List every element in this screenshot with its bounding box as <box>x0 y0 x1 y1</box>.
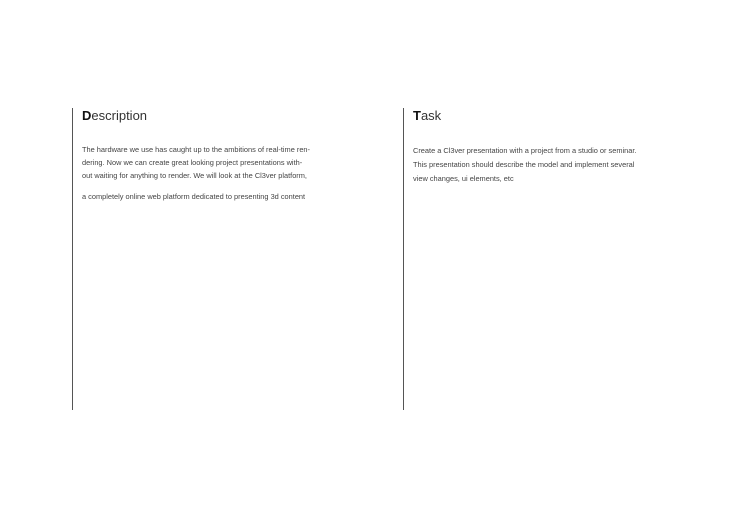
heading-initial: T <box>413 108 421 123</box>
description-divider <box>72 108 73 410</box>
task-divider <box>403 108 404 410</box>
task-line: Create a Cl3ver presentation with a project from a studio or seminar. <box>413 146 637 155</box>
heading-rest: escription <box>91 108 148 123</box>
description-heading <box>82 108 147 123</box>
task-line: view changes, ui elements, etc <box>413 174 514 183</box>
description-line: The hardware we use has caught up to the ambitions of real-time ren- <box>82 145 310 154</box>
task-heading <box>413 108 441 123</box>
description-line: dering. Now we can create great looking project presentations with- <box>82 158 303 167</box>
task-line: This presentation should describe the model and implement several <box>413 160 635 169</box>
description-line: out waiting for anything to render. We will look at the Cl3ver platform, <box>82 171 307 180</box>
heading-rest: ask <box>420 108 442 123</box>
description-line: a completely online web platform dedicated to presenting 3d content <box>82 192 306 201</box>
heading-initial: D <box>82 108 92 123</box>
